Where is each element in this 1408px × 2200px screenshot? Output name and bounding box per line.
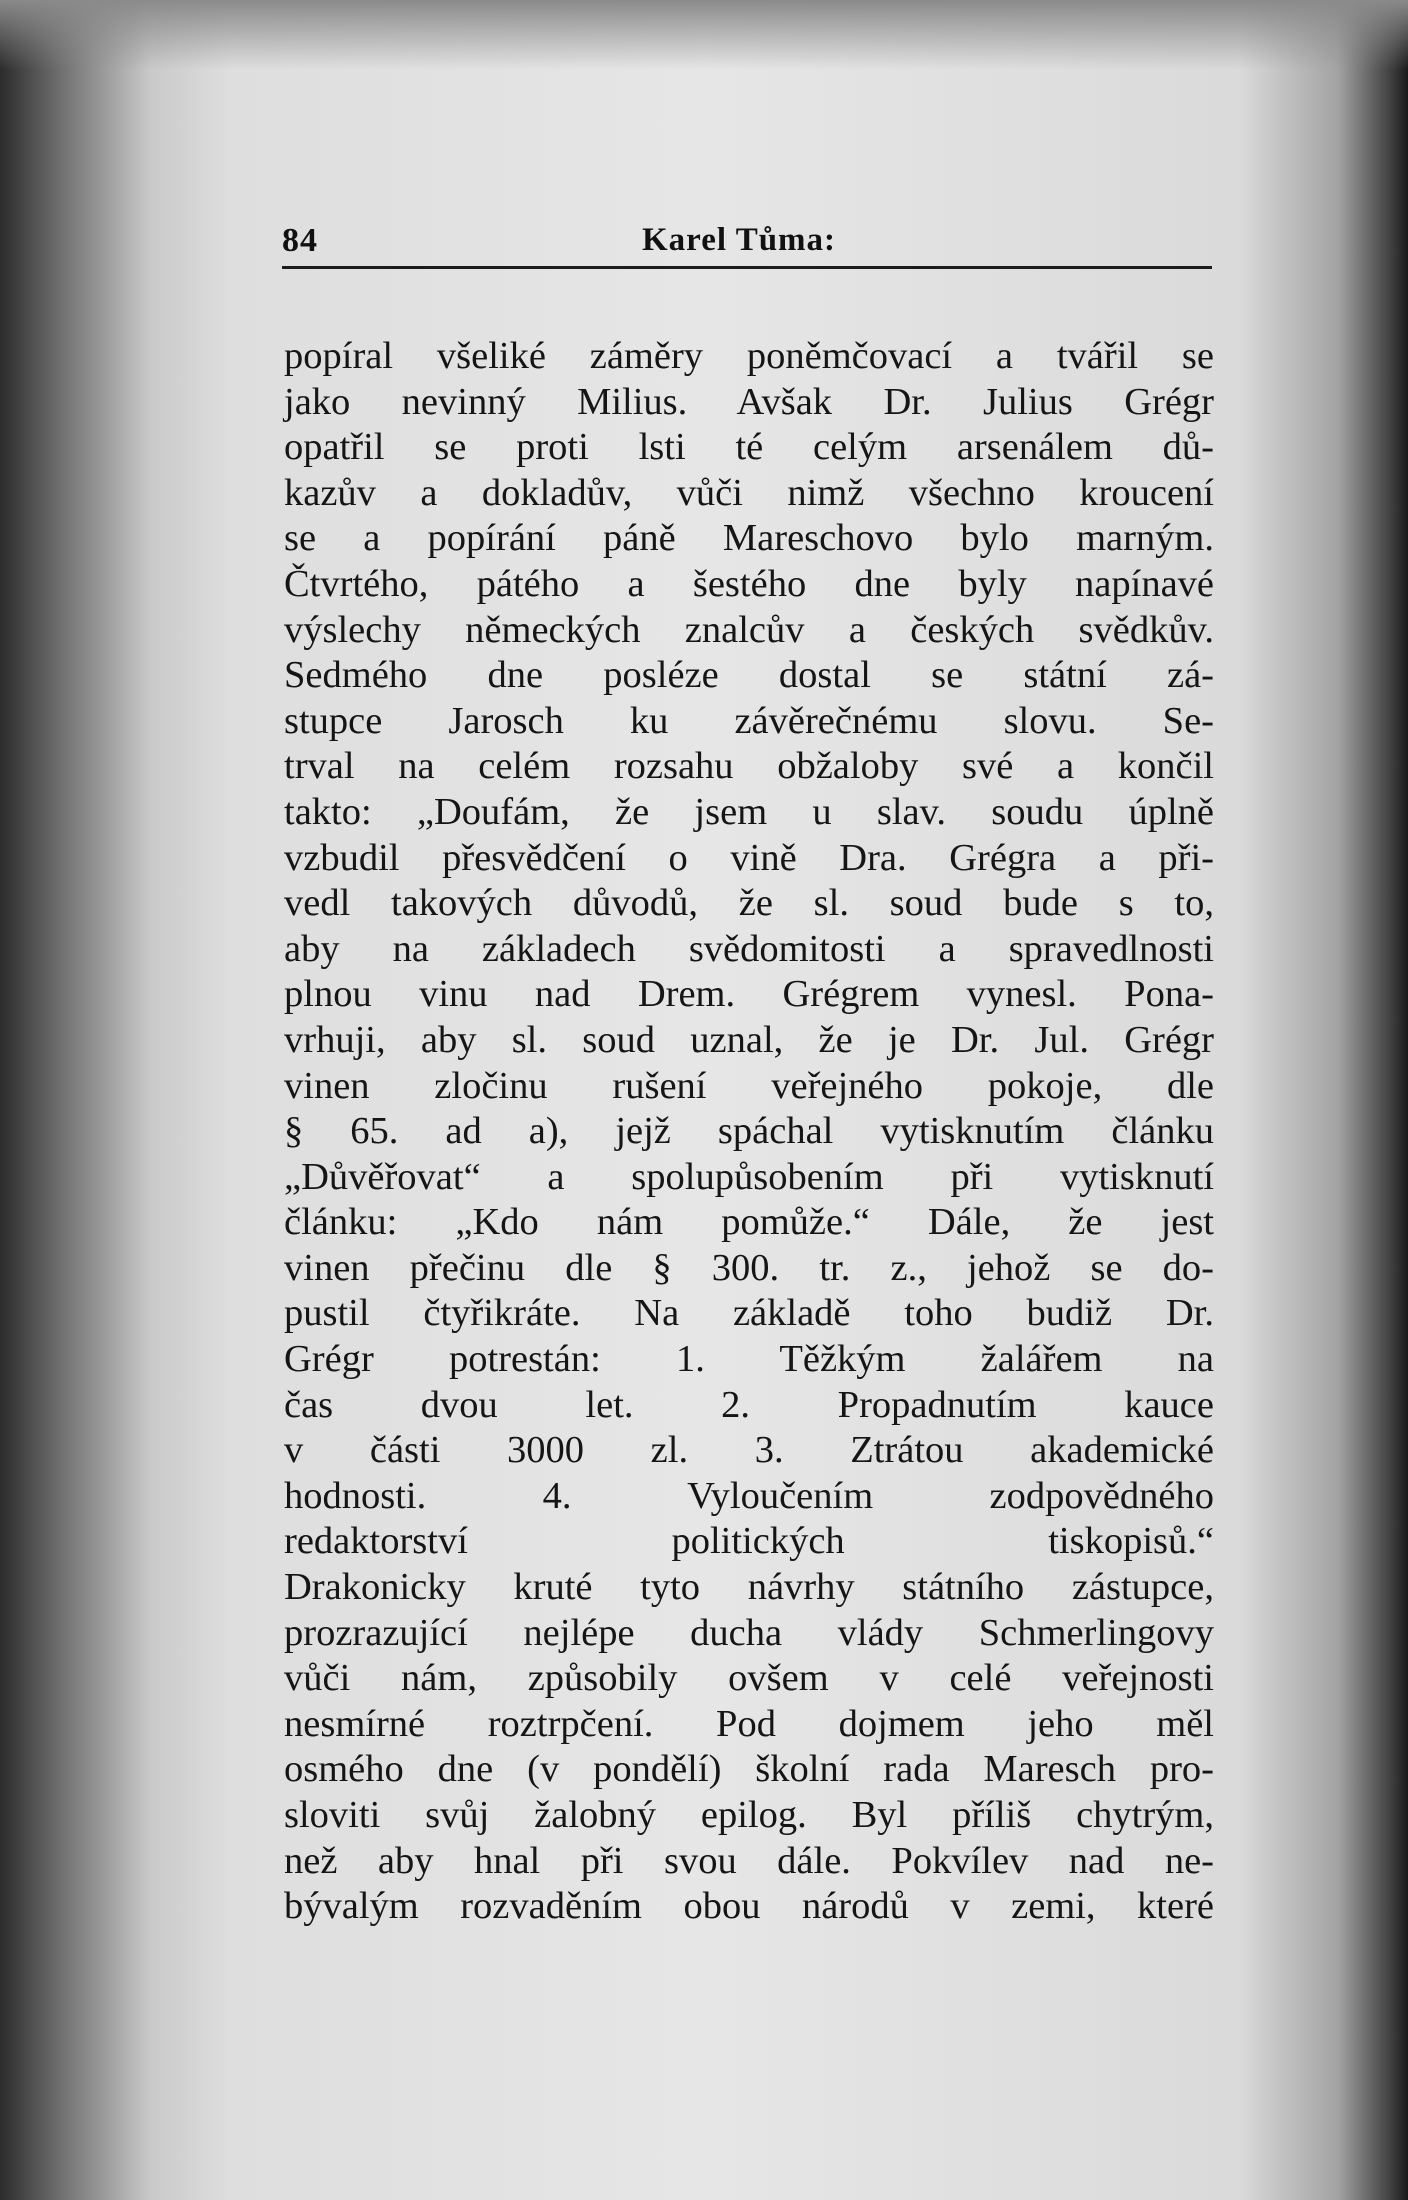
text-line: článku: „Kdo nám pomůže.“ Dále, že jest [284,1201,1214,1244]
text-line: vrhuji, aby sl. soud uznal, že je Dr. Jul. Grégr [284,1018,1214,1061]
page-number: 84 [282,222,318,259]
text-line: § 65. ad a), jejž spáchal vytisknutím článku [284,1110,1214,1153]
text-line: se a popírání páně Mareschovo bylo marným. [284,517,1214,560]
text-line: vinen zločinu rušení veřejného pokoje, dle [284,1064,1214,1107]
running-head: Karel Tůma: [642,222,837,258]
text-line: bývalým rozvaděním obou národů v zemi, které [284,1885,1214,1928]
text-line: nesmírné roztrpčení. Pod dojmem jeho měl [284,1702,1214,1745]
page-header [282,222,1212,269]
text-line: plnou vinu nad Drem. Grégrem vynesl. Pona- [284,973,1214,1016]
text-line: „Důvěřovat“ a spolupůsobením při vytisknutí [284,1155,1214,1198]
text-line: pustil čtyřikráte. Na základě toho budiž Dr. [284,1292,1214,1335]
text-line: hodnosti. 4. Vyloučením zodpovědného [284,1474,1214,1517]
text-line: prozrazující nejlépe ducha vlády Schmerlingovy [284,1611,1214,1654]
text-line: vedl takových důvodů, že sl. soud bude s to, [284,882,1214,925]
text-line: kazův a dokladův, vůči nimž všechno kroucení [284,471,1214,514]
body-text [284,334,1214,1930]
text-line: stupce Jarosch ku závěrečnému slovu. Se- [284,699,1214,742]
text-line: trval na celém rozsahu obžaloby své a končil [284,745,1214,788]
text-line: výslechy německých znalcův a českých svědkův. [284,608,1214,651]
text-line: čas dvou let. 2. Propadnutím kauce [284,1383,1214,1426]
text-line: opatřil se proti lsti té celým arsenálem dů- [284,426,1214,469]
text-line: vinen přečinu dle § 300. tr. z., jehož se do- [284,1246,1214,1289]
text-line: aby na základech svědomitosti a spravedlnosti [284,927,1214,970]
text-line: vůči nám, způsobily ovšem v celé veřejnosti [284,1657,1214,1700]
text-line: Čtvrtého, pátého a šestého dne byly napínavé [284,562,1214,605]
text-line: redaktorství politických tiskopisů.“ [284,1520,1214,1563]
text-line: Drakonicky kruté tyto návrhy státního zástupce, [284,1566,1214,1609]
text-line: vzbudil přesvědčení o vině Dra. Grégra a při- [284,836,1214,879]
text-line: takto: „Doufám, že jsem u slav. soudu úplně [284,790,1214,833]
text-line: než aby hnal při svou dále. Pokvílev nad ne- [284,1839,1214,1882]
text-line: sloviti svůj žalobný epilog. Byl příliš chytrým, [284,1794,1214,1836]
text-line: jako nevinný Milius. Avšak Dr. Julius Grégr [284,380,1214,423]
text-line: v části 3000 zl. 3. Ztrátou akademické [284,1429,1214,1472]
text-line: Grégr potrestán: 1. Těžkým žalářem na [284,1338,1214,1381]
text-line: osmého dne (v pondělí) školní rada Maresch pro- [284,1748,1214,1791]
text-line: Sedmého dne posléze dostal se státní zá- [284,654,1214,697]
text-line: popíral všeliké záměry poněmčovací a tvářil se [284,335,1214,377]
